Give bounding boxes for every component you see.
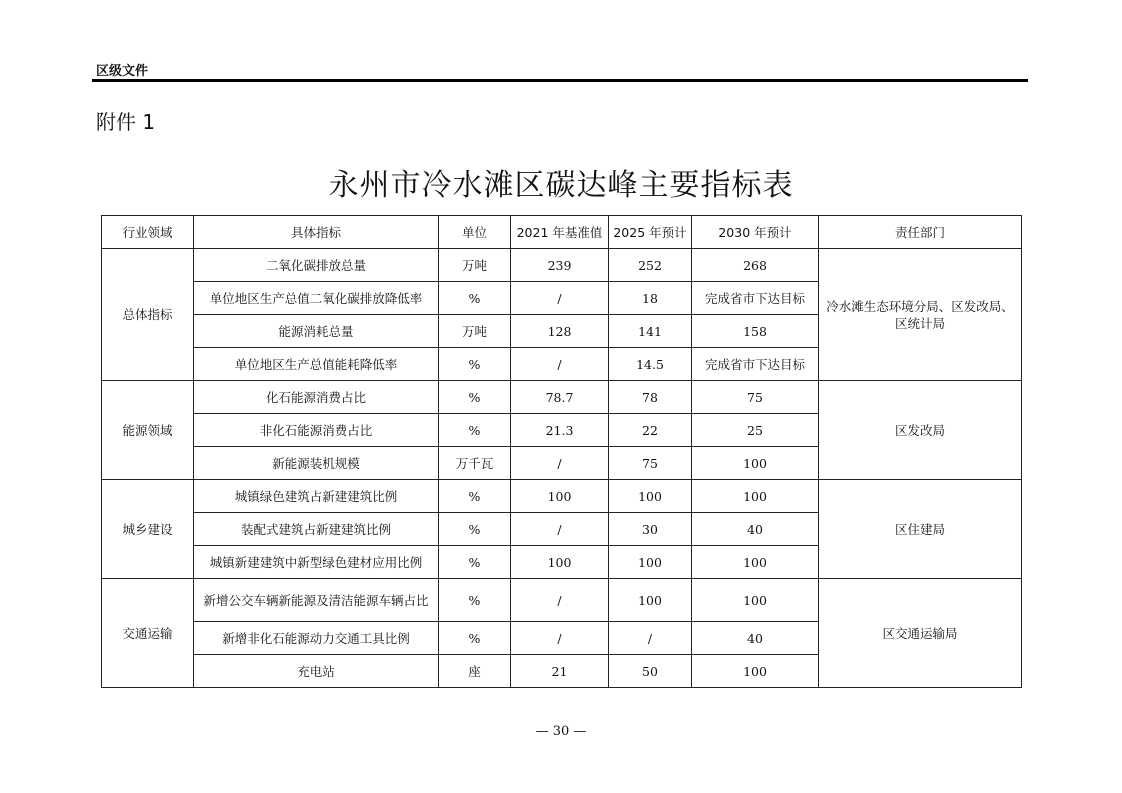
indicator-cell: 城镇新建建筑中新型绿色建材应用比例 — [194, 546, 439, 579]
est-2030-cell: 40 — [692, 513, 819, 546]
department-cell: 区发改局 — [819, 381, 1022, 480]
est-2025-cell: 100 — [609, 546, 692, 579]
table-header-row — [102, 216, 1022, 249]
unit-cell: 万吨 — [439, 315, 511, 348]
est-2030-cell: 268 — [692, 249, 819, 282]
unit-cell: % — [439, 579, 511, 622]
est-2030-cell: 75 — [692, 381, 819, 414]
est-2030-cell: 40 — [692, 622, 819, 655]
table-row — [102, 480, 1022, 513]
indicator-cell: 化石能源消费占比 — [194, 381, 439, 414]
est-2025-cell: 18 — [609, 282, 692, 315]
est-2030-cell: 完成省市下达目标 — [692, 282, 819, 315]
indicator-cell: 单位地区生产总值能耗降低率 — [194, 348, 439, 381]
est-2030-cell: 25 — [692, 414, 819, 447]
unit-cell: % — [439, 622, 511, 655]
base-2021-cell: / — [511, 579, 609, 622]
unit-cell: % — [439, 381, 511, 414]
unit-cell: % — [439, 480, 511, 513]
indicator-cell: 新增非化石能源动力交通工具比例 — [194, 622, 439, 655]
est-2025-cell: / — [609, 622, 692, 655]
base-2021-cell: 239 — [511, 249, 609, 282]
est-2025-cell: 22 — [609, 414, 692, 447]
department-cell: 冷水滩生态环境分局、区发改局、区统计局 — [819, 249, 1022, 381]
column-header: 单位 — [439, 216, 511, 249]
est-2030-cell: 100 — [692, 655, 819, 688]
document-title: 永州市冷水滩区碳达峰主要指标表 — [328, 168, 794, 203]
est-2025-cell: 100 — [609, 579, 692, 622]
indicator-cell: 城镇绿色建筑占新建建筑比例 — [194, 480, 439, 513]
column-header: 2025 年预计 — [609, 216, 692, 249]
unit-cell: % — [439, 513, 511, 546]
indicator-cell: 新增公交车辆新能源及清洁能源车辆占比 — [194, 579, 439, 622]
unit-cell: 万千瓦 — [439, 447, 511, 480]
unit-cell: % — [439, 414, 511, 447]
table-row — [102, 579, 1022, 622]
header-rule — [92, 79, 1028, 82]
category-cell: 城乡建设 — [102, 480, 194, 579]
column-header: 2021 年基准值 — [511, 216, 609, 249]
base-2021-cell: 78.7 — [511, 381, 609, 414]
unit-cell: % — [439, 348, 511, 381]
est-2025-cell: 141 — [609, 315, 692, 348]
column-header: 2030 年预计 — [692, 216, 819, 249]
unit-cell: 座 — [439, 655, 511, 688]
base-2021-cell: / — [511, 447, 609, 480]
est-2025-cell: 78 — [609, 381, 692, 414]
category-cell: 交通运输 — [102, 579, 194, 688]
unit-cell: 万吨 — [439, 249, 511, 282]
attachment-label: 附件 1 — [96, 110, 156, 134]
base-2021-cell: / — [511, 282, 609, 315]
indicator-table — [101, 215, 1022, 688]
est-2030-cell: 100 — [692, 546, 819, 579]
indicator-cell: 非化石能源消费占比 — [194, 414, 439, 447]
indicator-cell: 单位地区生产总值二氧化碳排放降低率 — [194, 282, 439, 315]
base-2021-cell: 100 — [511, 480, 609, 513]
column-header: 责任部门 — [819, 216, 1022, 249]
est-2025-cell: 100 — [609, 480, 692, 513]
indicator-cell: 装配式建筑占新建建筑比例 — [194, 513, 439, 546]
base-2021-cell: / — [511, 513, 609, 546]
unit-cell: % — [439, 282, 511, 315]
est-2030-cell: 100 — [692, 447, 819, 480]
est-2030-cell: 100 — [692, 480, 819, 513]
base-2021-cell: / — [511, 348, 609, 381]
est-2025-cell: 252 — [609, 249, 692, 282]
est-2025-cell: 75 — [609, 447, 692, 480]
unit-cell: % — [439, 546, 511, 579]
est-2030-cell: 100 — [692, 579, 819, 622]
base-2021-cell: / — [511, 622, 609, 655]
category-cell: 能源领域 — [102, 381, 194, 480]
est-2030-cell: 完成省市下达目标 — [692, 348, 819, 381]
indicator-cell: 充电站 — [194, 655, 439, 688]
column-header: 具体指标 — [194, 216, 439, 249]
department-cell: 区住建局 — [819, 480, 1022, 579]
table-row — [102, 249, 1022, 282]
indicator-cell: 新能源装机规模 — [194, 447, 439, 480]
base-2021-cell: 21.3 — [511, 414, 609, 447]
column-header: 行业领域 — [102, 216, 194, 249]
category-cell: 总体指标 — [102, 249, 194, 381]
document-header-label: 区级文件 — [96, 64, 149, 79]
indicator-cell: 二氧化碳排放总量 — [194, 249, 439, 282]
page-number: — 30 — — [535, 724, 587, 739]
base-2021-cell: 128 — [511, 315, 609, 348]
base-2021-cell: 21 — [511, 655, 609, 688]
est-2025-cell: 14.5 — [609, 348, 692, 381]
department-cell: 区交通运输局 — [819, 579, 1022, 688]
est-2025-cell: 30 — [609, 513, 692, 546]
indicator-cell: 能源消耗总量 — [194, 315, 439, 348]
base-2021-cell: 100 — [511, 546, 609, 579]
table-row — [102, 381, 1022, 414]
est-2030-cell: 158 — [692, 315, 819, 348]
est-2025-cell: 50 — [609, 655, 692, 688]
